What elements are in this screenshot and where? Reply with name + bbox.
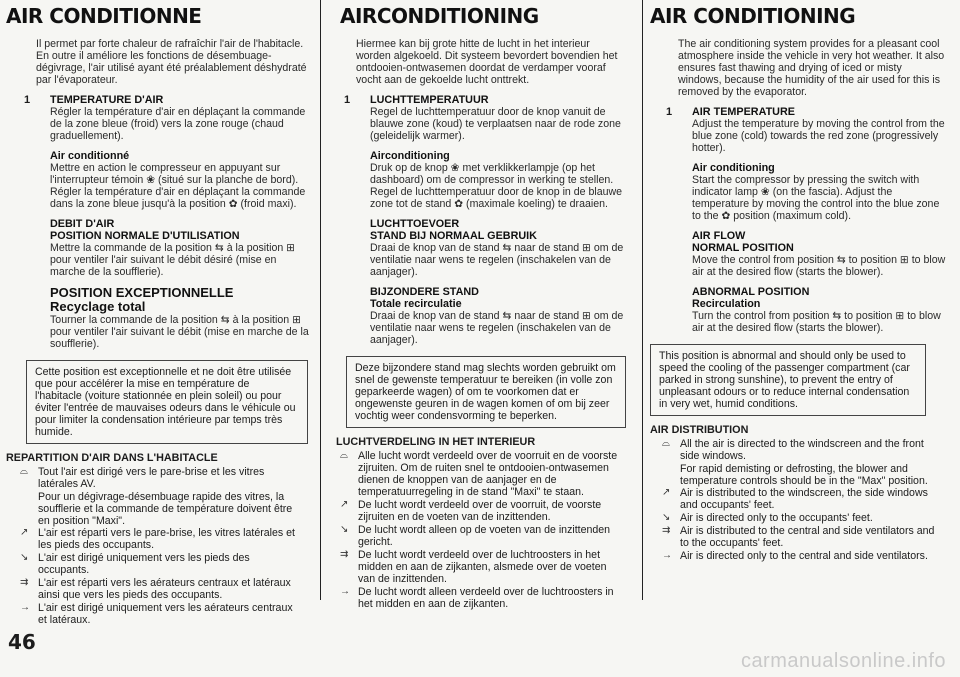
windscreen-icon: ⌓ [20, 466, 28, 477]
heading-temperature: TEMPERATURE D'AIR [50, 94, 164, 106]
list-item: ↘ Air is directed only to the occupants' feet. [662, 512, 873, 524]
heading-air-conditioning: Airconditioning [370, 150, 450, 162]
heading-airflow: LUCHTTOEVOER [370, 218, 460, 230]
step-number: 1 [24, 94, 31, 106]
vents-icon: → [340, 586, 350, 597]
heading-normal-position: NORMAL POSITION [692, 242, 794, 254]
list-item: ⌓ Alle lucht wordt verdeeld over de voorruit en de voorste zijruiten. Om de ruiten snel te ontdooien-ontwasemen dienen de knoppen van de aanjager en de temperatuurregeling in de stand "Maxi" te staan. [340, 450, 618, 498]
section-title: AIR CONDITIONNE [6, 4, 202, 28]
text-normal-position: Draai de knop van de stand ⇆ naar de stand ⊞ om de ventilatie naar wens te regelen (inschakelen van de aanjager). [370, 242, 624, 278]
list-item: → De lucht wordt alleen verdeeld over de luchtroosters in het midden en aan de zijkanten. [340, 586, 614, 610]
intro-paragraph: The air conditioning system provides for a pleasant cool atmosphere inside the vehicle in very hot weather. It also ensures fast thawing and drying of iced or misty windows, because the humidity of the air used for this is removed by the evaporator. [678, 38, 945, 98]
watermark: carmanualsonline.info [740, 650, 946, 672]
heading-normal-position: POSITION NORMALE D'UTILISATION [50, 230, 240, 242]
list-item: → Air is directed only to the central and side ventilators. [662, 550, 928, 562]
list-item: ↗ Air is distributed to the windscreen, the side windows and occupants' feet. [662, 487, 928, 511]
vents-icon: → [662, 550, 672, 561]
text-normal-position: Move the control from position ⇆ to position ⊞ to blow air at the desired flow (starts the blower). [692, 254, 946, 278]
heading-temperature: LUCHTTEMPERATUUR [370, 94, 489, 106]
text-recirculation: Draai de knop van de stand ⇆ naar de stand ⊞ om de ventilatie naar wens te regelen (inschakelen van de aanjager). [370, 310, 624, 346]
column-french [0, 0, 320, 627]
list-item-detail: For rapid demisting or defrosting, the blower and temperature controls should be in the "Max" position. [680, 463, 928, 487]
list-item: ⌓ All the air is directed to the windscreen and the front side windows. [662, 438, 924, 462]
heading-distribution: AIR DISTRIBUTION [650, 424, 749, 436]
section-temperature [320, 94, 632, 346]
page-number: 46 [8, 630, 36, 654]
heading-airflow: DEBIT D'AIR [50, 218, 115, 230]
distribution-list [340, 450, 622, 610]
text-temperature: Adjust the temperature by moving the control from the blue zone (cold) towards the red zone (progressively hotter). [692, 118, 945, 154]
heading-normal-position: STAND BIJ NORMAAL GEBRUIK [370, 230, 537, 242]
heading-air-conditioning: Air conditioning [692, 162, 775, 174]
windscreen-icon: ⌓ [662, 438, 670, 449]
windscreen-feet-icon: ↗ [20, 527, 29, 538]
list-item: ↗ L'air est réparti vers le pare-brise, les vitres latérales et les pieds des occupants. [20, 527, 295, 551]
text-recirculation: Tourner la commande de la position ⇆ à la position ⊞ pour ventiler l'air suivant le débit (mise en marche de la soufflerie). [50, 314, 309, 350]
list-item: ⌓ Tout l'air est dirigé vers le pare-brise et les vitres latérales AV. [20, 466, 265, 490]
list-item-detail: Pour un dégivrage-désembuage rapide des vitres, la soufflerie et la commande de température doivent être en position "Maxi". [38, 491, 293, 527]
distribution-list [20, 466, 302, 626]
intro-paragraph: Hiermee kan bij grote hitte de lucht in het interieur worden algekoeld. Dit systeem bevordert bovendien het ontdooien-ontwasemen doordat de verdamper vooraf vocht aan de gekoelde lucht onttrekt. [356, 38, 618, 86]
feet-icon: ↘ [340, 524, 349, 535]
distribution-list [662, 438, 936, 562]
step-number: 1 [666, 106, 673, 118]
vents-feet-icon: ⇉ [340, 549, 349, 560]
text-recirculation: Turn the control from position ⇆ to position ⊞ to blow air at the desired flow (starts the blower). [692, 310, 941, 334]
text-air-conditioning: Druk op de knop ❀ met verklikkerlampje (op het dashboard) om de compressor in werking te stellen. Regel de luchttemperatuur door de knop in de blauwe zone tot de stand ✿ (maximale koeling) te draaien. [370, 162, 623, 210]
heading-airflow: AIR FLOW [692, 230, 746, 242]
intro-paragraph: Il permet par forte chaleur de rafraîchir l'air de l'habitacle. En outre il améliore les fonctions de désembuage-dégivrage, l'air utilisé ayant été préalablement déshydraté par l'évaporateur. [36, 38, 307, 86]
section-title: AIRCONDITIONING [340, 4, 539, 28]
section-title: AIR CONDITIONING [650, 4, 856, 28]
text-normal-position: Mettre la commande de la position ⇆ à la position ⊞ pour ventiler l'air suivant le débit désiré (mise en marche de la soufflerie). [50, 242, 296, 278]
text-air-conditioning: Start the compressor by pressing the switch with indicator lamp ❀ (on the fascia). Adjust the temperature by moving the control into the blue zone to the ✿ position (maximum cold). [692, 174, 940, 222]
list-item: ⇉ De lucht wordt verdeeld over de luchtroosters in het midden en aan de zijkanten, alsmede over de voeten van de inzittenden. [340, 549, 607, 585]
note-box: Deze bijzondere stand mag slechts worden gebruikt om snel de gewenste temperatuur te bereiken (in volle zon geparkeerde wagen) of om te voorkomen dat er ongewenste geuren in de wagen komen of om bij zeer vochtig weer condensvorming te beperken. [346, 356, 626, 428]
text-air-conditioning: Mettre en action le compresseur en appuyant sur l'interrupteur témoin ❀ (situé sur la planche de bord). Régler la température d'air en déplaçant la commande dans la zone bleue jusqu'à la position ✿ (froid maxi). [50, 162, 306, 210]
step-number: 1 [344, 94, 351, 106]
windscreen-feet-icon: ↗ [340, 499, 349, 510]
section-temperature [642, 106, 950, 334]
heading-recirculation: Recyclage total [50, 299, 146, 314]
text-temperature: Regel de luchttemperatuur door de knop vanuit de blauwe zone (koud) te verplaatsen naar de rode zone (geleidelijk warmer). [370, 106, 621, 142]
section-temperature [0, 94, 312, 350]
vents-feet-icon: ⇉ [20, 577, 29, 588]
heading-recirculation: Totale recirculatie [370, 298, 462, 310]
text-temperature: Régler la température d'air en déplaçant la commande de la zone bleue (froid) vers la zone rouge (chaud graduellement). [50, 106, 306, 142]
windscreen-icon: ⌓ [340, 450, 348, 461]
note-box: This position is abnormal and should only be used to speed the cooling of the passenger compartment (car parked in strong sunshine), to prevent the entry of unpleasant odours or to reduce internal condensation in very wet, humid conditions. [650, 344, 926, 416]
note-box: Cette position est exceptionnelle et ne doit être utilisée que pour accélérer la mise en température de l'habitacle (voiture stationnée en plein soleil) ou pour éviter l'entrée de mauvaises odeurs dans le véhicule ou pour limiter la condensation intérieure par temps très humide. [26, 360, 308, 444]
heading-distribution: LUCHTVERDELING IN HET INTERIEUR [336, 436, 536, 448]
heading-distribution: REPARTITION D'AIR DANS L'HABITACLE [6, 452, 218, 464]
feet-icon: ↘ [662, 512, 671, 523]
list-item: ⇉ L'air est réparti vers les aérateurs centraux et latéraux ainsi que vers les pieds des occupants. [20, 577, 291, 601]
heading-recirculation: Recirculation [692, 298, 761, 310]
heading-exceptional-position: POSITION EXCEPTIONNELLE [50, 285, 234, 300]
list-item: ↘ L'air est dirigé uniquement vers les pieds des occupants. [20, 552, 250, 576]
heading-exceptional-position: BIJZONDERE STAND [370, 286, 479, 298]
heading-exceptional-position: ABNORMAL POSITION [692, 286, 810, 298]
column-dutch [320, 0, 642, 611]
list-item: ↗ De lucht wordt verdeeld over de voorruit, de voorste zijruiten en de voeten van de inzittenden. [340, 499, 602, 523]
column-english [642, 0, 960, 563]
heading-temperature: AIR TEMPERATURE [692, 106, 795, 118]
vents-feet-icon: ⇉ [662, 525, 671, 536]
windscreen-feet-icon: ↗ [662, 487, 671, 498]
list-item: ⇉ Air is distributed to the central and side ventilators and to the occupants' feet. [662, 525, 935, 549]
list-item: ↘ De lucht wordt alleen op de voeten van de inzittenden gericht. [340, 524, 611, 548]
vents-icon: → [20, 602, 30, 613]
list-item: → L'air est dirigé uniquement vers les aérateurs centraux et latéraux. [20, 602, 293, 626]
feet-icon: ↘ [20, 552, 29, 563]
heading-air-conditioning: Air conditionné [50, 150, 130, 162]
